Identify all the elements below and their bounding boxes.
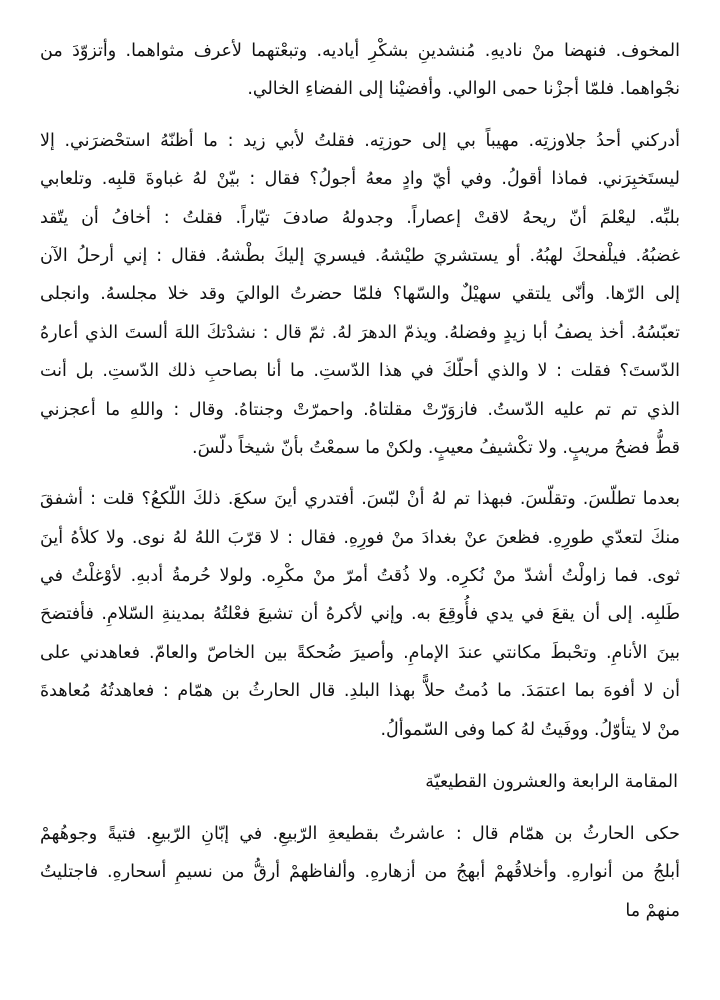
text-line: أدركني أحدُ جلاوزتِه. مهيباً بي إلى حوزتِه. فقلتُ لأبي زيد : ما أظنّهُ استحْضرَني. إلا <box>40 130 680 151</box>
text-line: نجْواهما. فلمّا أجزْنا حمى الوالي. وأفضيْنا إلى الفضاءِ الخالي. <box>247 79 680 100</box>
paragraph-4 <box>40 815 680 930</box>
text-line: قطُّ فضحُ مريبٍ. ولا تكْشيفُ معيبٍ. ولكنْ ما سمعْتُ بأنّ شيخاً دلّسَ. <box>192 437 680 458</box>
text-line: بينَ الأنامِ. وتحْبطَ مكانتي عندَ الإمامِ. وأصيرَ ضُحكةً بين الخاصّ والعامّ. فعاهدني على <box>40 642 680 663</box>
text-line: غضبُهُ. فيلْفحكَ لهبُهُ. أو يستشريَ طيْشهُ. فيسريَ إليكَ بطْشهُ. فقال : إني أرحلُ الآن <box>40 245 680 266</box>
paragraph-3 <box>40 480 680 749</box>
paragraph-2 <box>40 122 680 468</box>
text-line: حكى الحارثُ بن همّام قال : عاشرتُ بقطيعةِ الرّبيعِ. في إبّانِ الرّبيعِ. فتيةً وجوهُهمْ <box>40 824 680 845</box>
text-line: ثوى. فما زاولْتُ أشدّ منْ نُكرِه. ولا ذُقتُ أمرّ منْ مكْرِه. ولولا حُرمةُ أدبهِ. لأوْغلْتُ في <box>40 566 680 587</box>
text-line: منكَ لتعدّي طورِهِ. فظعنَ عنْ بغدادَ منْ فورِهِ. فقال : لا قرّبَ اللهُ لهُ نوى. ولا كلأهُ أينَ <box>40 527 680 548</box>
text-line: الذي تم تم عليه الدّستُ. فازوَرّتْ مقلتاهُ. واحمرّتْ وجنتاهُ. وقال : واللهِ ما أعجزني <box>40 399 680 420</box>
paragraph-1 <box>40 32 680 109</box>
text-line: إلى الرّها. وأنّى يلتقي سهيْلٌ والسّها؟ فلمّا حضرتُ الواليَ وقد خلا مجلسهُ. وانجلى <box>40 284 680 305</box>
text-line: طَلبِه. إلى أن يقعَ في يدي فأُوقِعَ به. وإني لأكرهُ أن تشيعَ فعْلتُهُ بمدينةِ السّلامِ. فأفتضحَ <box>40 604 680 625</box>
text-line: المخوف. فنهضا منْ ناديهِ. مُنشدينِ بشكْرِ أياديه. وتبعْتهما لأعرف مثواهما. وأتزوّدَ من <box>40 41 680 61</box>
text-line: بعدما تطلّسَ. وتقلّسَ. فبهذا تم لهُ أنْ لبّسَ. أفتدري أينَ سكعَ. ذلكَ اللّكعُ؟ قلت : أشفقَ <box>40 489 680 510</box>
text-line: تعبّسُهُ. أخذ يصفُ أبا زيدٍ وفضلهُ. ويذمّ الدهرَ لهُ. ثمّ قال : نشدْتكَ اللهَ ألستَ الذي أعارهُ <box>40 322 680 343</box>
text-line: ليستَخبِرَني. فماذا أقولُ. وفي أيّ وادٍ معهُ أجولُ؟ فقال : بيّنْ لهُ غباوةَ قلبِه. وتلعابي <box>40 169 680 190</box>
text-line: أن لا أفوهَ بما اعتمَدَ. ما دُمتُ حلاًّ بهذا البلدِ. قال الحارثُ بن همّام : فعاهدتُهُ مُعاهدةَ <box>40 681 680 702</box>
section-heading: المقامة الرابعة والعشرون القطيعيّة <box>425 772 678 793</box>
text-line: الدّستَ؟ فقلت : لا والذي أحلّكَ في هذا الدّستِ. ما أنا بصاحبِ ذلك الدّستِ. بل أنت <box>40 361 680 382</box>
text-line: منْ لا يتأوّلُ. ووفَيتُ لهُ كما وفى السّموألُ. <box>380 719 680 740</box>
text-line: منهمْ ما <box>625 900 680 921</box>
text-line: بلبِّه. ليعْلمَ أنّ ريحهُ لاقتْ إعصاراً. وجدولهُ صادفَ تيّاراً. فقلتُ : أخافُ أن يتّقد <box>40 207 680 228</box>
text-line: أبلجُ من أنوارهِ. وأخلاقُهمْ أبهجُ من أزهارهِ. وألفاظهمْ أرقُّ من نسيمِ أسحارهِ. فاجتليتُ <box>40 862 680 883</box>
document-page <box>40 32 680 943</box>
